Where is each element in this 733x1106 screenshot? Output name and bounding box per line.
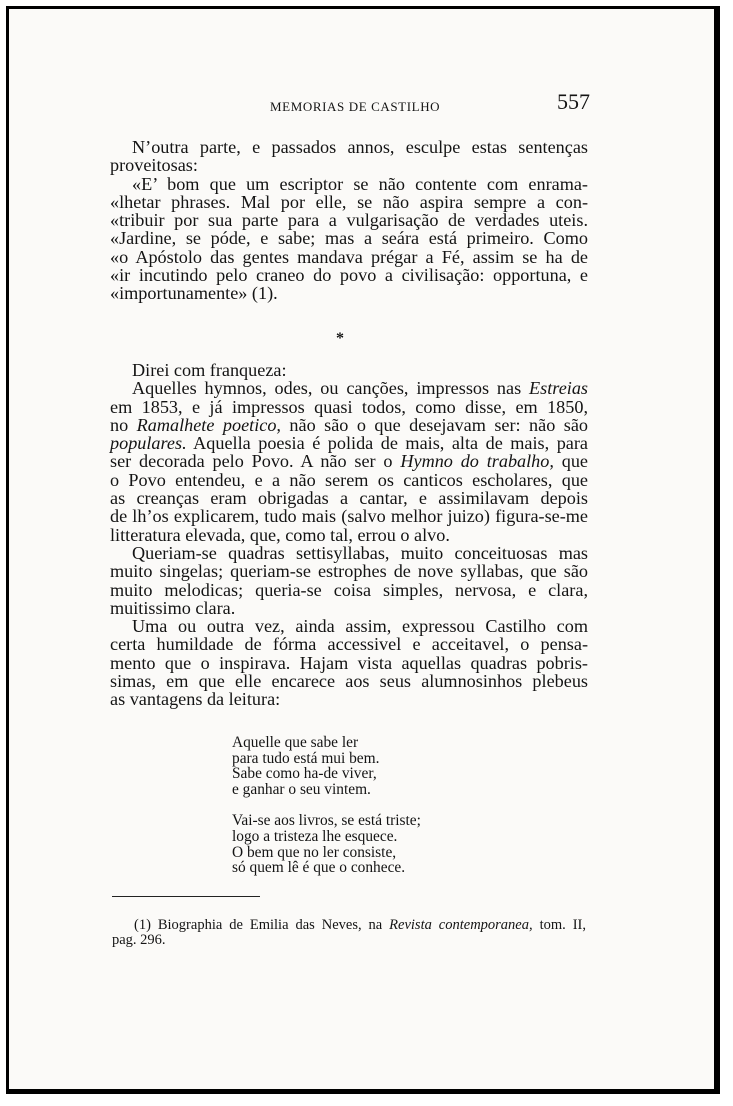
text-line: certa humildade de fórma accessivel e acceitavel, o pensa- <box>110 634 588 655</box>
text-line: «Jardine, se póde, e sabe; mas a seára está primeiro. Como <box>110 228 588 249</box>
text-line: «importunamente» (1). <box>110 283 278 304</box>
stanza-gap <box>232 797 421 813</box>
text-line: muito singelas; queriam-se estrophes de nove syllabas, que são <box>110 561 588 582</box>
text-line: «ir incutindo pelo craneo do povo a civilisação: opportuna, e <box>110 265 588 286</box>
text-line: «E’ bom que um escriptor se não contente com enrama- <box>132 173 588 194</box>
text-line: muito melodicas; queria-se coisa simples, nervosa, e clara, <box>110 579 588 600</box>
text-line: muitissimo clara. <box>110 597 236 618</box>
text-line: N’outra parte, e passados annos, esculpe estas sentenças <box>132 137 588 157</box>
text-line: o Povo entendeu, e a não serem os canticos escholares, que <box>110 469 588 490</box>
quote-paragraph <box>110 138 588 303</box>
poem-line: O bem que no ler consiste, <box>232 843 397 861</box>
poem-line: Aquelle que sabe ler <box>232 734 359 751</box>
footnote-line: pag. 296. <box>112 932 166 948</box>
text-line: no Ramalhete poetico, não são o que desejavam ser: não são <box>110 414 588 435</box>
footnote-line: (1) Biographia de Emilia das Neves, na Revista contemporanea, tom. II, <box>134 917 586 933</box>
footnote <box>112 918 586 948</box>
poem-line: só quem lê é que o conhece. <box>232 859 406 877</box>
text-line: em 1853, e já impressos quasi todos, como disse, em 1850, <box>110 396 588 417</box>
section-separator: * <box>336 330 344 347</box>
poem-line: para tudo está mui bem. <box>232 749 380 767</box>
poem-block <box>232 735 421 876</box>
text-line: Uma ou outra vez, ainda assim, expressou Castilho com <box>132 616 588 637</box>
text-line: as creanças eram obrigadas a cantar, e assimilavam depois <box>110 488 588 509</box>
text-line: Queriam-se quadras settisyllabas, muito conceituosas mas <box>132 542 588 563</box>
footnote-rule <box>112 896 260 897</box>
text-line: Direi com franqueza: <box>132 360 287 380</box>
text-line: «tribuir por sua parte para a vulgarisação de verdades uteis. <box>110 210 588 231</box>
running-title: MEMORIAS DE CASTILHO <box>270 99 441 114</box>
page-header <box>110 89 590 117</box>
text-line: litteratura elevada, que, como tal, errou o alvo. <box>110 524 450 545</box>
text-line: mento que o inspirava. Hajam vista aquellas quadras pobris- <box>110 652 588 673</box>
text-line: de lh’os explicarem, tudo mais (salvo melhor juizo) figura-se-me <box>110 506 588 527</box>
text-line: «lhetar phrases. Mal por elle, se não aspira sempre a con- <box>110 191 588 212</box>
text-line: simas, em que elle encarece aos seus alumnosinhos plebeus <box>110 671 588 692</box>
text-line: ser decorada pelo Povo. A não ser o Hymno do trabalho, que <box>110 451 589 472</box>
text-line: as vantagens da leitura: <box>110 689 281 710</box>
poem-line: Vai-se aos livros, se está triste; <box>232 812 421 830</box>
text-line: populares. Aquella poesia é polida de mais, alta de mais, para <box>110 433 588 454</box>
text-line: proveitosas: <box>110 155 198 176</box>
poem-line: Sabe como ha-de viver, <box>232 765 377 783</box>
page-number: 557 <box>557 89 590 114</box>
main-paragraphs <box>110 361 588 709</box>
text-line: Aquelles hymnos, odes, ou canções, impressos nas Estreias <box>132 378 588 399</box>
poem-line: logo a tristeza lhe esquece. <box>232 827 398 845</box>
text-line: «o Apóstolo das gentes mandava prégar a Fé, assim se ha de <box>110 246 588 267</box>
poem-line: e ganhar o seu vintem. <box>232 780 371 798</box>
